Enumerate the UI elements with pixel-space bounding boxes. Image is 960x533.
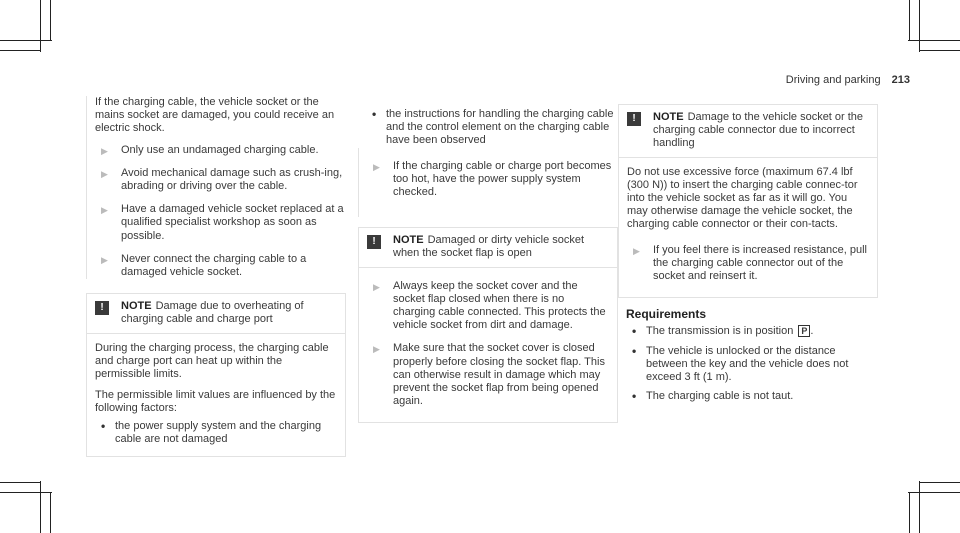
step-text: Avoid mechanical damage such as crush-ing, abrading or driving over the cable. (121, 166, 343, 193)
bullet-item (99, 420, 337, 446)
requirement-item (630, 325, 878, 338)
bullet-icon: • (632, 389, 637, 404)
crop-mark (920, 50, 960, 51)
step-text: If you feel there is increased resistance, pull the charging cable connector out of the socket and reinsert it. (653, 243, 868, 283)
crop-mark (0, 482, 40, 483)
column-2 (366, 108, 618, 433)
step-item (369, 160, 618, 200)
bullet-icon: • (632, 343, 637, 358)
requirement-item (630, 345, 878, 385)
crop-mark (0, 50, 40, 51)
bullet-icon: • (101, 418, 106, 433)
step-item (369, 342, 609, 408)
note-title: Damage due to overheating of charging cable and charge port (121, 300, 304, 326)
bullet-text: the instructions for handling the charging cable and the control element on the charging cable have been observed (386, 108, 614, 147)
page-number: 213 (891, 74, 910, 86)
requirement-text: The charging cable is not taut. (646, 390, 794, 403)
note-label: NOTE (393, 234, 424, 247)
crop-mark (0, 492, 52, 493)
step-text: Only use an undamaged charging cable. (121, 143, 319, 156)
note-header (359, 228, 617, 267)
note-body (619, 158, 877, 298)
note-label: NOTE (121, 300, 152, 313)
note-paragraph: Do not use excessive force (maximum 67.4 lbf (300 N)) to insert the charging cable connec-tor into the vehicle socket as far as it will go. You may otherwise damage the vehicle socket, the charging cable connector or their con-tacts. (627, 165, 858, 231)
note-paragraph: During the charging process, the charging cable and charge port can heat up within the permissible limits. (95, 341, 329, 381)
column-3 (626, 104, 878, 409)
step-item (97, 144, 346, 157)
step-text: If the charging cable or charge port becomes too hot, have the power supply system checked. (393, 159, 612, 199)
step-arrow-icon: ▶ (633, 245, 640, 256)
crop-mark (920, 482, 960, 483)
step-arrow-icon: ▶ (101, 168, 108, 179)
step-arrow-icon: ▶ (101, 205, 108, 216)
note-paragraph: The permissible limit values are influenced by the following factors: (95, 389, 336, 415)
requirements-heading: Requirements (626, 307, 707, 322)
step-arrow-icon: ▶ (101, 145, 108, 156)
step-item (369, 280, 609, 333)
step-item (629, 244, 869, 284)
requirement-text: The transmission is in position (646, 325, 794, 338)
note-title: Damaged or dirty vehicle socket when the socket flap is open (393, 234, 585, 260)
step-item (97, 253, 346, 279)
crop-mark (909, 0, 910, 40)
step-text: Have a damaged vehicle socket replaced at a qualified specialist workshop as soon as possible. (121, 203, 344, 242)
crop-mark (0, 40, 52, 41)
step-arrow-icon: ▶ (101, 254, 108, 265)
step-text: Always keep the socket cover and the socket flap closed when there is no charging cable connected. This protects the vehicle socket from dirt and damage. (393, 279, 606, 332)
exclamation-icon: ! (367, 235, 381, 249)
step-arrow-icon: ▶ (373, 281, 380, 292)
warning-body (86, 96, 346, 279)
step-text: Make sure that the socket cover is closed properly before closing the socket flap. This can otherwise result in damage which may prevent the socket flap from being opened again. (393, 342, 605, 408)
note-body (87, 334, 345, 456)
step-item (97, 203, 346, 243)
step-item (97, 167, 346, 193)
step-arrow-icon: ▶ (373, 344, 380, 355)
requirement-item (630, 390, 878, 403)
column-1 (94, 96, 346, 467)
crop-mark (919, 481, 920, 533)
running-header (700, 74, 910, 86)
note-header (619, 105, 877, 158)
note-box (618, 104, 878, 298)
exclamation-icon: ! (95, 301, 109, 315)
note-continuation (358, 148, 618, 218)
bullet-icon: • (372, 107, 377, 121)
crop-mark (40, 481, 41, 533)
park-position-icon: P (798, 325, 810, 337)
crop-mark (908, 492, 960, 493)
note-label: NOTE (653, 111, 684, 123)
note-header (87, 294, 345, 333)
warning-intro: If the charging cable, the vehicle socket or the mains socket are damaged, you could receive an electric shock. (95, 96, 335, 135)
crop-mark (919, 0, 920, 52)
step-text: Never connect the charging cable to a damaged vehicle socket. (121, 252, 307, 279)
note-title: Damage to the vehicle socket or the charging cable connector due to incorrect handling (653, 111, 864, 150)
crop-mark (908, 40, 960, 41)
note-body (359, 268, 617, 423)
crop-mark (50, 493, 51, 533)
step-arrow-icon: ▶ (373, 161, 380, 172)
section-title: Driving and parking (785, 74, 881, 86)
bullet-icon: • (632, 324, 637, 339)
crop-mark (909, 493, 910, 533)
note-box (358, 227, 618, 423)
crop-mark (40, 0, 41, 52)
requirement-text: The vehicle is unlocked or the distance between the key and the vehicle does not exceed 3 ft (1 m). (646, 344, 849, 384)
crop-mark (50, 0, 51, 40)
bullet-text: the power supply system and the charging cable are not damaged (115, 419, 322, 445)
bullet-item (370, 108, 618, 148)
exclamation-icon: ! (627, 112, 641, 126)
note-box (86, 293, 346, 457)
requirement-punctuation: . (810, 325, 814, 338)
